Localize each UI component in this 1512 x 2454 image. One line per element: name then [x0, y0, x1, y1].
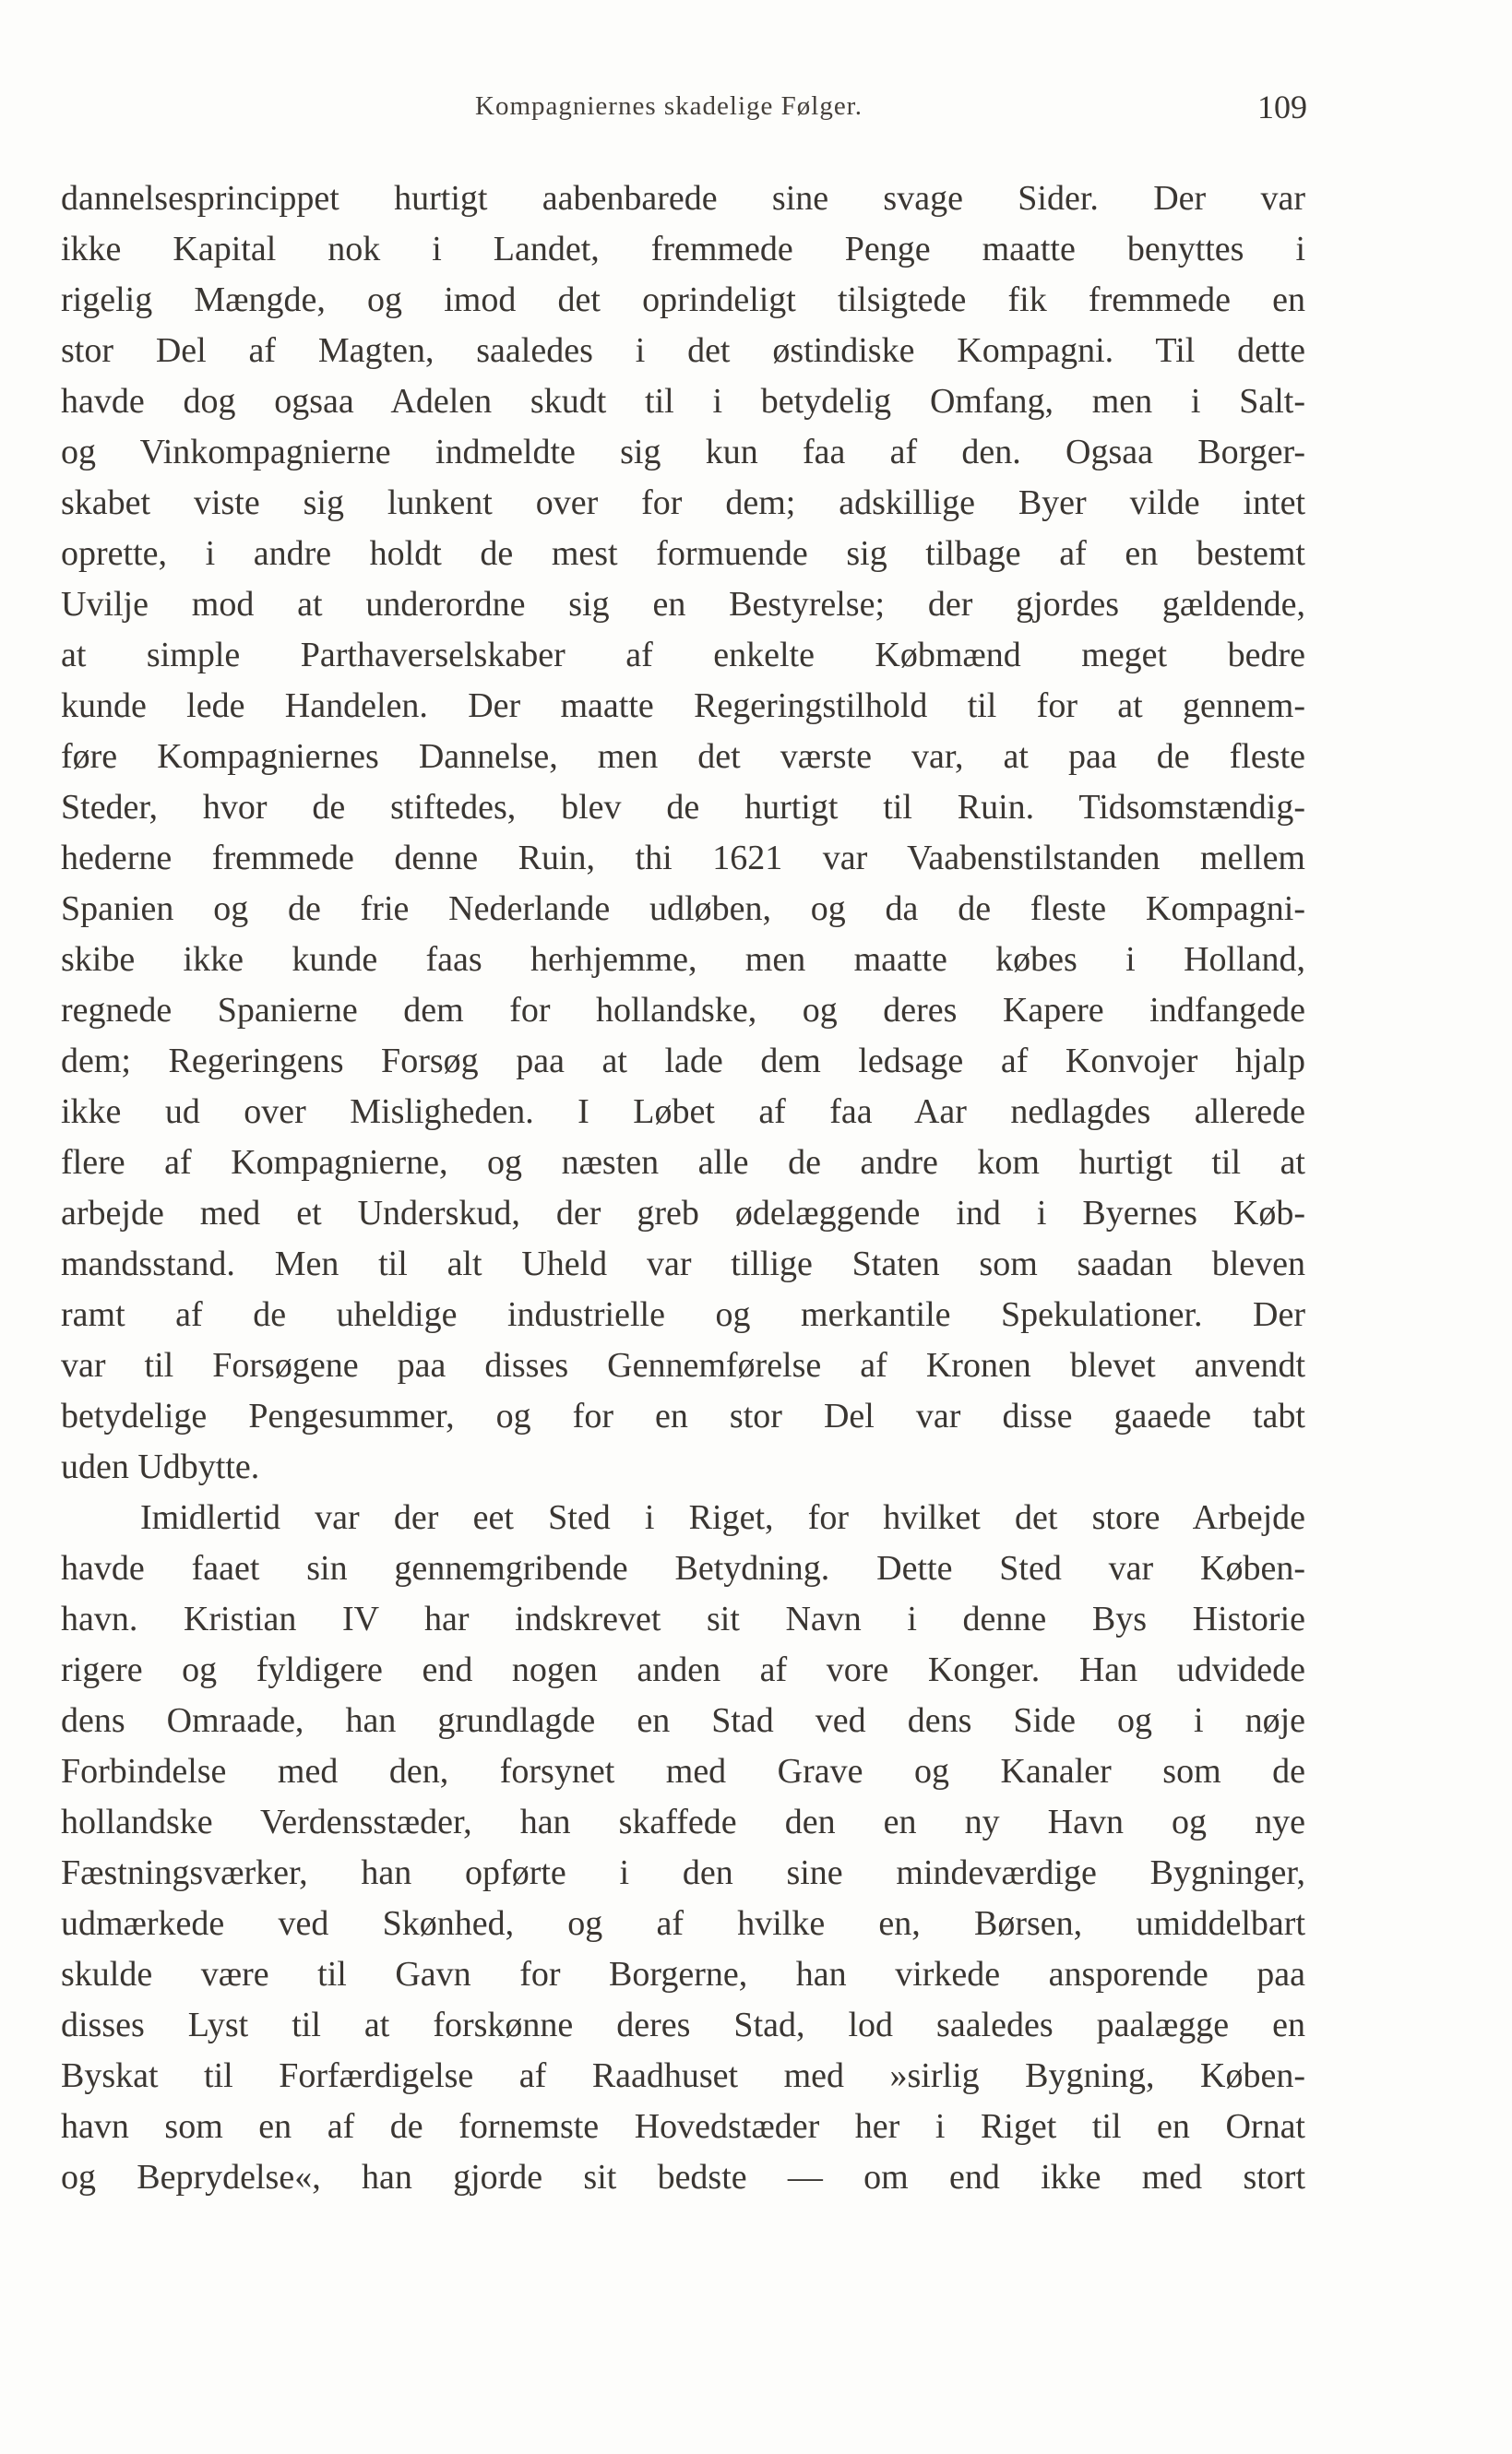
text-line: oprette, i andre holdt de mest formuende sig tilbage af en bestemt [61, 534, 1305, 573]
text-line: skabet viste sig lunkent over for dem; adskillige Byer vilde intet [61, 483, 1305, 522]
text-line: dens Omraade, han grundlagde en Stad ved dens Side og i nøje [61, 1701, 1305, 1740]
text-line: og Beprydelse«, han gjorde sit bedste — om end ikke med stort [61, 2158, 1305, 2197]
text-line: rigere og fyldigere end nogen anden af vore Konger. Han udvidede [61, 1650, 1305, 1689]
text-line: havde dog ogsaa Adelen skudt til i betydelig Omfang, men i Salt- [61, 382, 1305, 421]
text-line: dannelsesprincippet hurtigt aabenbarede sine svage Sider. Der var [61, 179, 1305, 218]
text-line: havde faaet sin gennemgribende Betydning. Dette Sted var Køben- [61, 1549, 1305, 1588]
text-line: kunde lede Handelen. Der maatte Regeringstilhold til for at gennem- [61, 686, 1305, 725]
text-line: betydelige Pengesummer, og for en stor Del var disse gaaede tabt [61, 1397, 1305, 1435]
text-line: dem; Regeringens Forsøg paa at lade dem ledsage af Konvojer hjalp [61, 1042, 1305, 1080]
text-line: at simple Parthaverselskaber af enkelte Købmænd meget bedre [61, 636, 1305, 674]
text-line: disses Lyst til at forskønne deres Stad, lod saaledes paalægge en [61, 2006, 1305, 2044]
text-line: Fæstningsværker, han opførte i den sine mindeværdige Bygninger, [61, 1853, 1305, 1892]
running-title: Kompagniernes skadelige Følger. [475, 91, 863, 121]
text-line: rigelig Mængde, og imod det oprindeligt tilsigtede fik fremmede en [61, 280, 1305, 319]
text-line: Uvilje mod at underordne sig en Bestyrelse; der gjordes gældende, [61, 585, 1305, 624]
text-line: flere af Kompagnierne, og næsten alle de andre kom hurtigt til at [61, 1143, 1305, 1182]
text-line: Steder, hvor de stiftedes, blev de hurtigt til Ruin. Tidsomstændig- [61, 788, 1305, 827]
text-line: regnede Spanierne dem for hollandske, og deres Kapere indfangede [61, 991, 1305, 1030]
text-line: hollandske Verdensstæder, han skaffede den en ny Havn og nye [61, 1803, 1305, 1841]
text-line: Forbindelse med den, forsynet med Grave og Kanaler som de [61, 1752, 1305, 1791]
text-line: havn. Kristian IV har indskrevet sit Navn i denne Bys Historie [61, 1600, 1305, 1638]
text-line: arbejde med et Underskud, der greb ødelæggende ind i Byernes Køb- [61, 1194, 1305, 1233]
page-number: 109 [1257, 89, 1307, 125]
text-line: var til Forsøgene paa disses Gennemførelse af Kronen blevet anvendt [61, 1346, 1305, 1385]
text-line: mandsstand. Men til alt Uheld var tillige Staten som saadan bleven [61, 1245, 1305, 1283]
running-head [0, 88, 1512, 134]
text-line: havn som en af de fornemste Hovedstæder her i Riget til en Ornat [61, 2107, 1305, 2146]
text-line: ramt af de uheldige industrielle og merkantile Spekulationer. Der [61, 1295, 1305, 1334]
text-line: føre Kompagniernes Dannelse, men det værste var, at paa de fleste [61, 737, 1305, 776]
text-line: ikke ud over Misligheden. I Løbet af faa Aar nedlagdes allerede [61, 1092, 1305, 1131]
text-line: skibe ikke kunde faas herhjemme, men maatte købes i Holland, [61, 940, 1305, 979]
text-line: ikke Kapital nok i Landet, fremmede Penge maatte benyttes i [61, 230, 1305, 268]
text-line: hederne fremmede denne Ruin, thi 1621 var Vaabenstilstanden mellem [61, 839, 1305, 877]
text-line: og Vinkompagnierne indmeldte sig kun faa af den. Ogsaa Borger- [61, 433, 1305, 471]
text-line: Byskat til Forfærdigelse af Raadhuset med »sirlig Bygning, Køben- [61, 2056, 1305, 2095]
paragraph-end-line: uden Udbytte. [61, 1447, 260, 1486]
text-line: Spanien og de frie Nederlande udløben, og da de fleste Kompagni- [61, 889, 1305, 928]
text-line: stor Del af Magten, saaledes i det østindiske Kompagni. Til dette [61, 331, 1305, 370]
body-text [61, 173, 1305, 2203]
text-line: skulde være til Gavn for Borgerne, han virkede ansporende paa [61, 1955, 1305, 1994]
paragraph-start-line: Imidlertid var der eet Sted i Riget, for hvilket det store Arbejde [140, 1498, 1305, 1537]
text-line: udmærkede ved Skønhed, og af hvilke en, Børsen, umiddelbart [61, 1904, 1305, 1943]
